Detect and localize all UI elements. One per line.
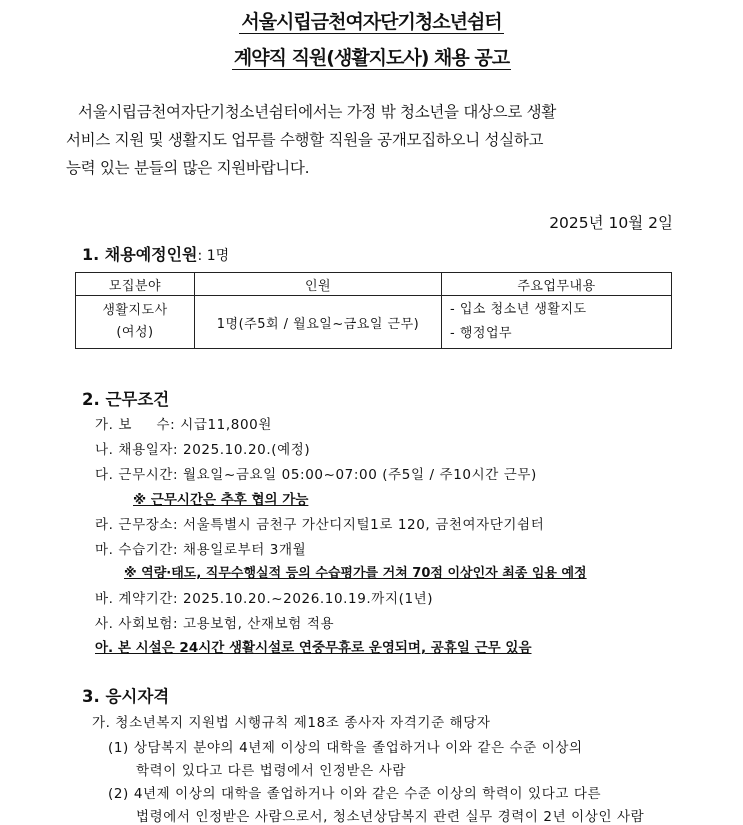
- field-sublabel: (여성): [116, 325, 154, 340]
- condition-location: 라. 근무장소: 서울특별시 금천구 가산디지털1로 120, 금천여자단기쉼터: [95, 517, 545, 533]
- qualification-sub-item-cont: 법령에서 인정받은 사람으로서, 청소년상담복지 관련 실무 경력이 2년 이상인 사람: [136, 809, 645, 825]
- condition-hire-date: 나. 채용일자: 2025.10.20.(예정): [95, 442, 311, 458]
- recruit-table: [75, 272, 672, 349]
- section-2-heading: 2. 근무조건: [82, 390, 170, 409]
- condition-hours: 다. 근무시간: 월요일~금요일 05:00~07:00 (주5일 / 주10시간 근무): [95, 467, 537, 483]
- section-1-heading: [82, 242, 229, 265]
- notice-date: 2025년 10월 2일: [549, 214, 673, 232]
- qualification-sub-item: (2) 4년제 이상의 대학을 졸업하거나 이와 같은 수준 이상의 학력이 있다고 다른: [108, 786, 602, 802]
- table-header: 주요업무내용: [442, 273, 672, 296]
- title-text-2: 계약직 직원(생활지도사) 채용 공고: [233, 47, 510, 69]
- intro-line: 서울시립금천여자단기청소년쉼터에서는 가정 밖 청소년을 대상으로 생활: [78, 103, 557, 121]
- field-label: 생활지도사: [102, 303, 168, 318]
- condition-operation-note: 아. 본 시설은 24시간 생활시설로 연중무휴로 운영되며, 공휴일 근무 있음: [95, 640, 532, 656]
- title-line-2: [0, 43, 743, 70]
- condition-probation-note: ※ 역량·태도, 직무수행실적 등의 수습평가를 거쳐 70점 이상인자 최종 임용 예정: [124, 566, 587, 581]
- condition-hours-note: ※ 근무시간은 추후 협의 가능: [133, 492, 309, 508]
- table-header: 모집분야: [76, 273, 195, 296]
- title-text-1: 서울시립금천여자단기청소년쉼터: [241, 11, 502, 33]
- title-line-1: [0, 7, 743, 34]
- qualification-item: 가. 청소년복지 지원법 시행규칙 제18조 종사자 자격기준 해당자: [92, 715, 491, 731]
- table-header-row: [76, 273, 672, 296]
- condition-contract-period: 바. 계약기간: 2025.10.20.~2026.10.19.까지(1년): [95, 591, 434, 607]
- field-cell: [76, 296, 195, 349]
- duty-cell: [442, 296, 672, 349]
- count-cell: 1명(주5회 / 월요일~금요일 근무): [195, 296, 442, 349]
- qualification-sub-item-cont: 학력이 있다고 다른 법령에서 인정받은 사람: [136, 763, 406, 779]
- intro-line: 능력 있는 분들의 많은 지원바랍니다.: [66, 159, 310, 177]
- duty-item: - 행정업무: [450, 326, 513, 341]
- intro-paragraph: [66, 98, 678, 182]
- intro-line: 서비스 지원 및 생활지도 업무를 수행할 직원을 공개모집하오니 성실하고: [66, 131, 544, 149]
- condition-insurance: 사. 사회보험: 고용보험, 산재보험 적용: [95, 616, 335, 632]
- condition-probation: 마. 수습기간: 채용일로부터 3개월: [95, 542, 307, 558]
- condition-pay: 가. 보 수: 시급11,800원: [95, 417, 272, 433]
- qualification-sub-item: (1) 상담복지 분야의 4년제 이상의 대학을 졸업하거나 이와 같은 수준 이상의: [108, 740, 583, 756]
- table-header: 인원: [195, 273, 442, 296]
- section-1-title: 1. 채용예정인원: [82, 245, 198, 264]
- section-3-heading: 3. 응시자격: [82, 687, 170, 706]
- duty-item: - 입소 청소년 생활지도: [450, 302, 587, 317]
- section-1-value: : 1명: [197, 248, 230, 264]
- table-row: [76, 296, 672, 349]
